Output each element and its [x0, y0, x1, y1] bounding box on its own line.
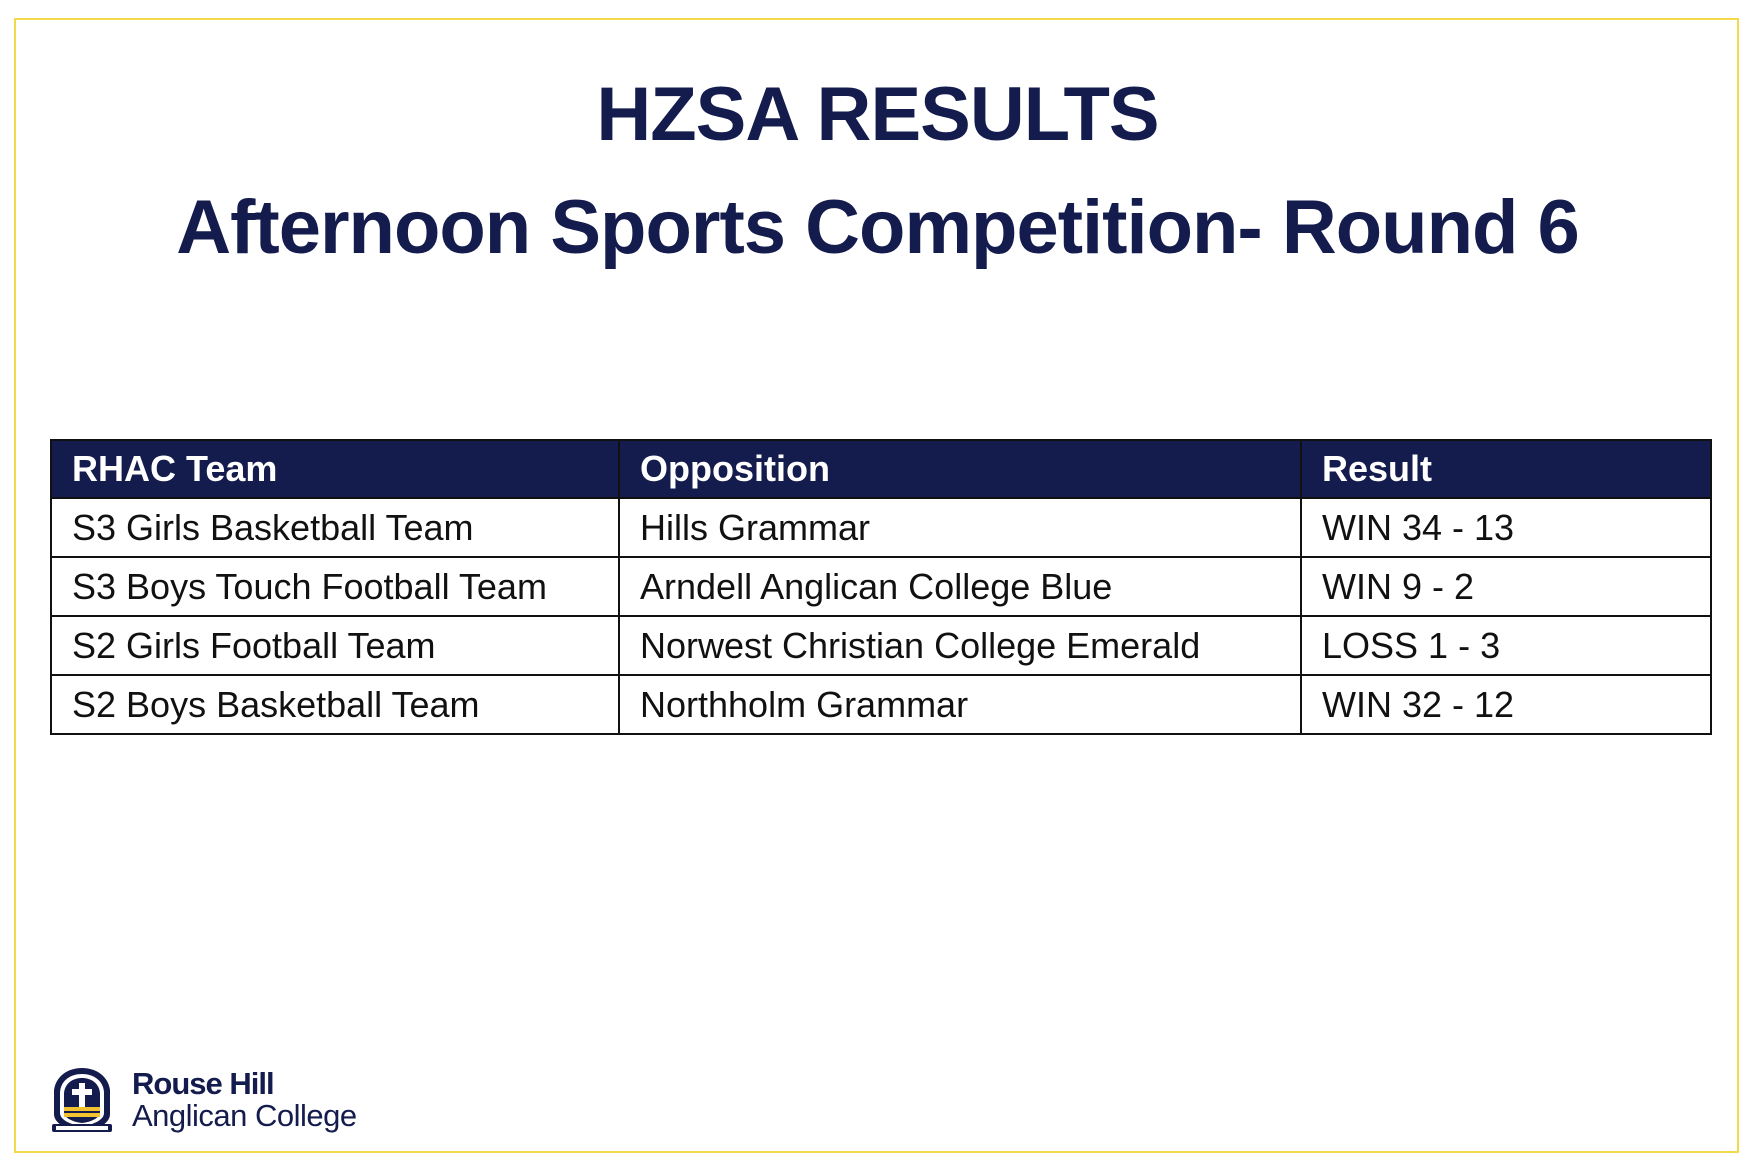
team-cell: S2 Girls Football Team: [51, 616, 619, 675]
table-row: [51, 557, 1711, 616]
logo-name-line1: Rouse Hill: [132, 1066, 274, 1101]
result-cell: WIN 34 - 13: [1301, 498, 1711, 557]
college-logo: [48, 1066, 357, 1134]
results-table: [50, 439, 1712, 735]
logo-name-line2: Anglican College: [132, 1098, 357, 1133]
result-cell: LOSS 1 - 3: [1301, 616, 1711, 675]
opposition-cell: Arndell Anglican College Blue: [619, 557, 1301, 616]
table-row: [51, 675, 1711, 734]
table-header-row: [51, 440, 1711, 498]
column-header-result: Result: [1301, 440, 1711, 498]
result-cell: WIN 9 - 2: [1301, 557, 1711, 616]
column-header-team: RHAC Team: [51, 440, 619, 498]
college-crest-icon: [48, 1066, 116, 1134]
table-row: [51, 616, 1711, 675]
team-cell: S2 Boys Basketball Team: [51, 675, 619, 734]
table-row: [51, 498, 1711, 557]
opposition-cell: Norwest Christian College Emerald: [619, 616, 1301, 675]
column-header-opposition: Opposition: [619, 440, 1301, 498]
opposition-cell: Northholm Grammar: [619, 675, 1301, 734]
result-cell: WIN 32 - 12: [1301, 675, 1711, 734]
page-title: HZSA RESULTS: [596, 72, 1159, 157]
page-subtitle: Afternoon Sports Competition- Round 6: [176, 185, 1579, 270]
team-cell: S3 Girls Basketball Team: [51, 498, 619, 557]
team-cell: S3 Boys Touch Football Team: [51, 557, 619, 616]
opposition-cell: Hills Grammar: [619, 498, 1301, 557]
